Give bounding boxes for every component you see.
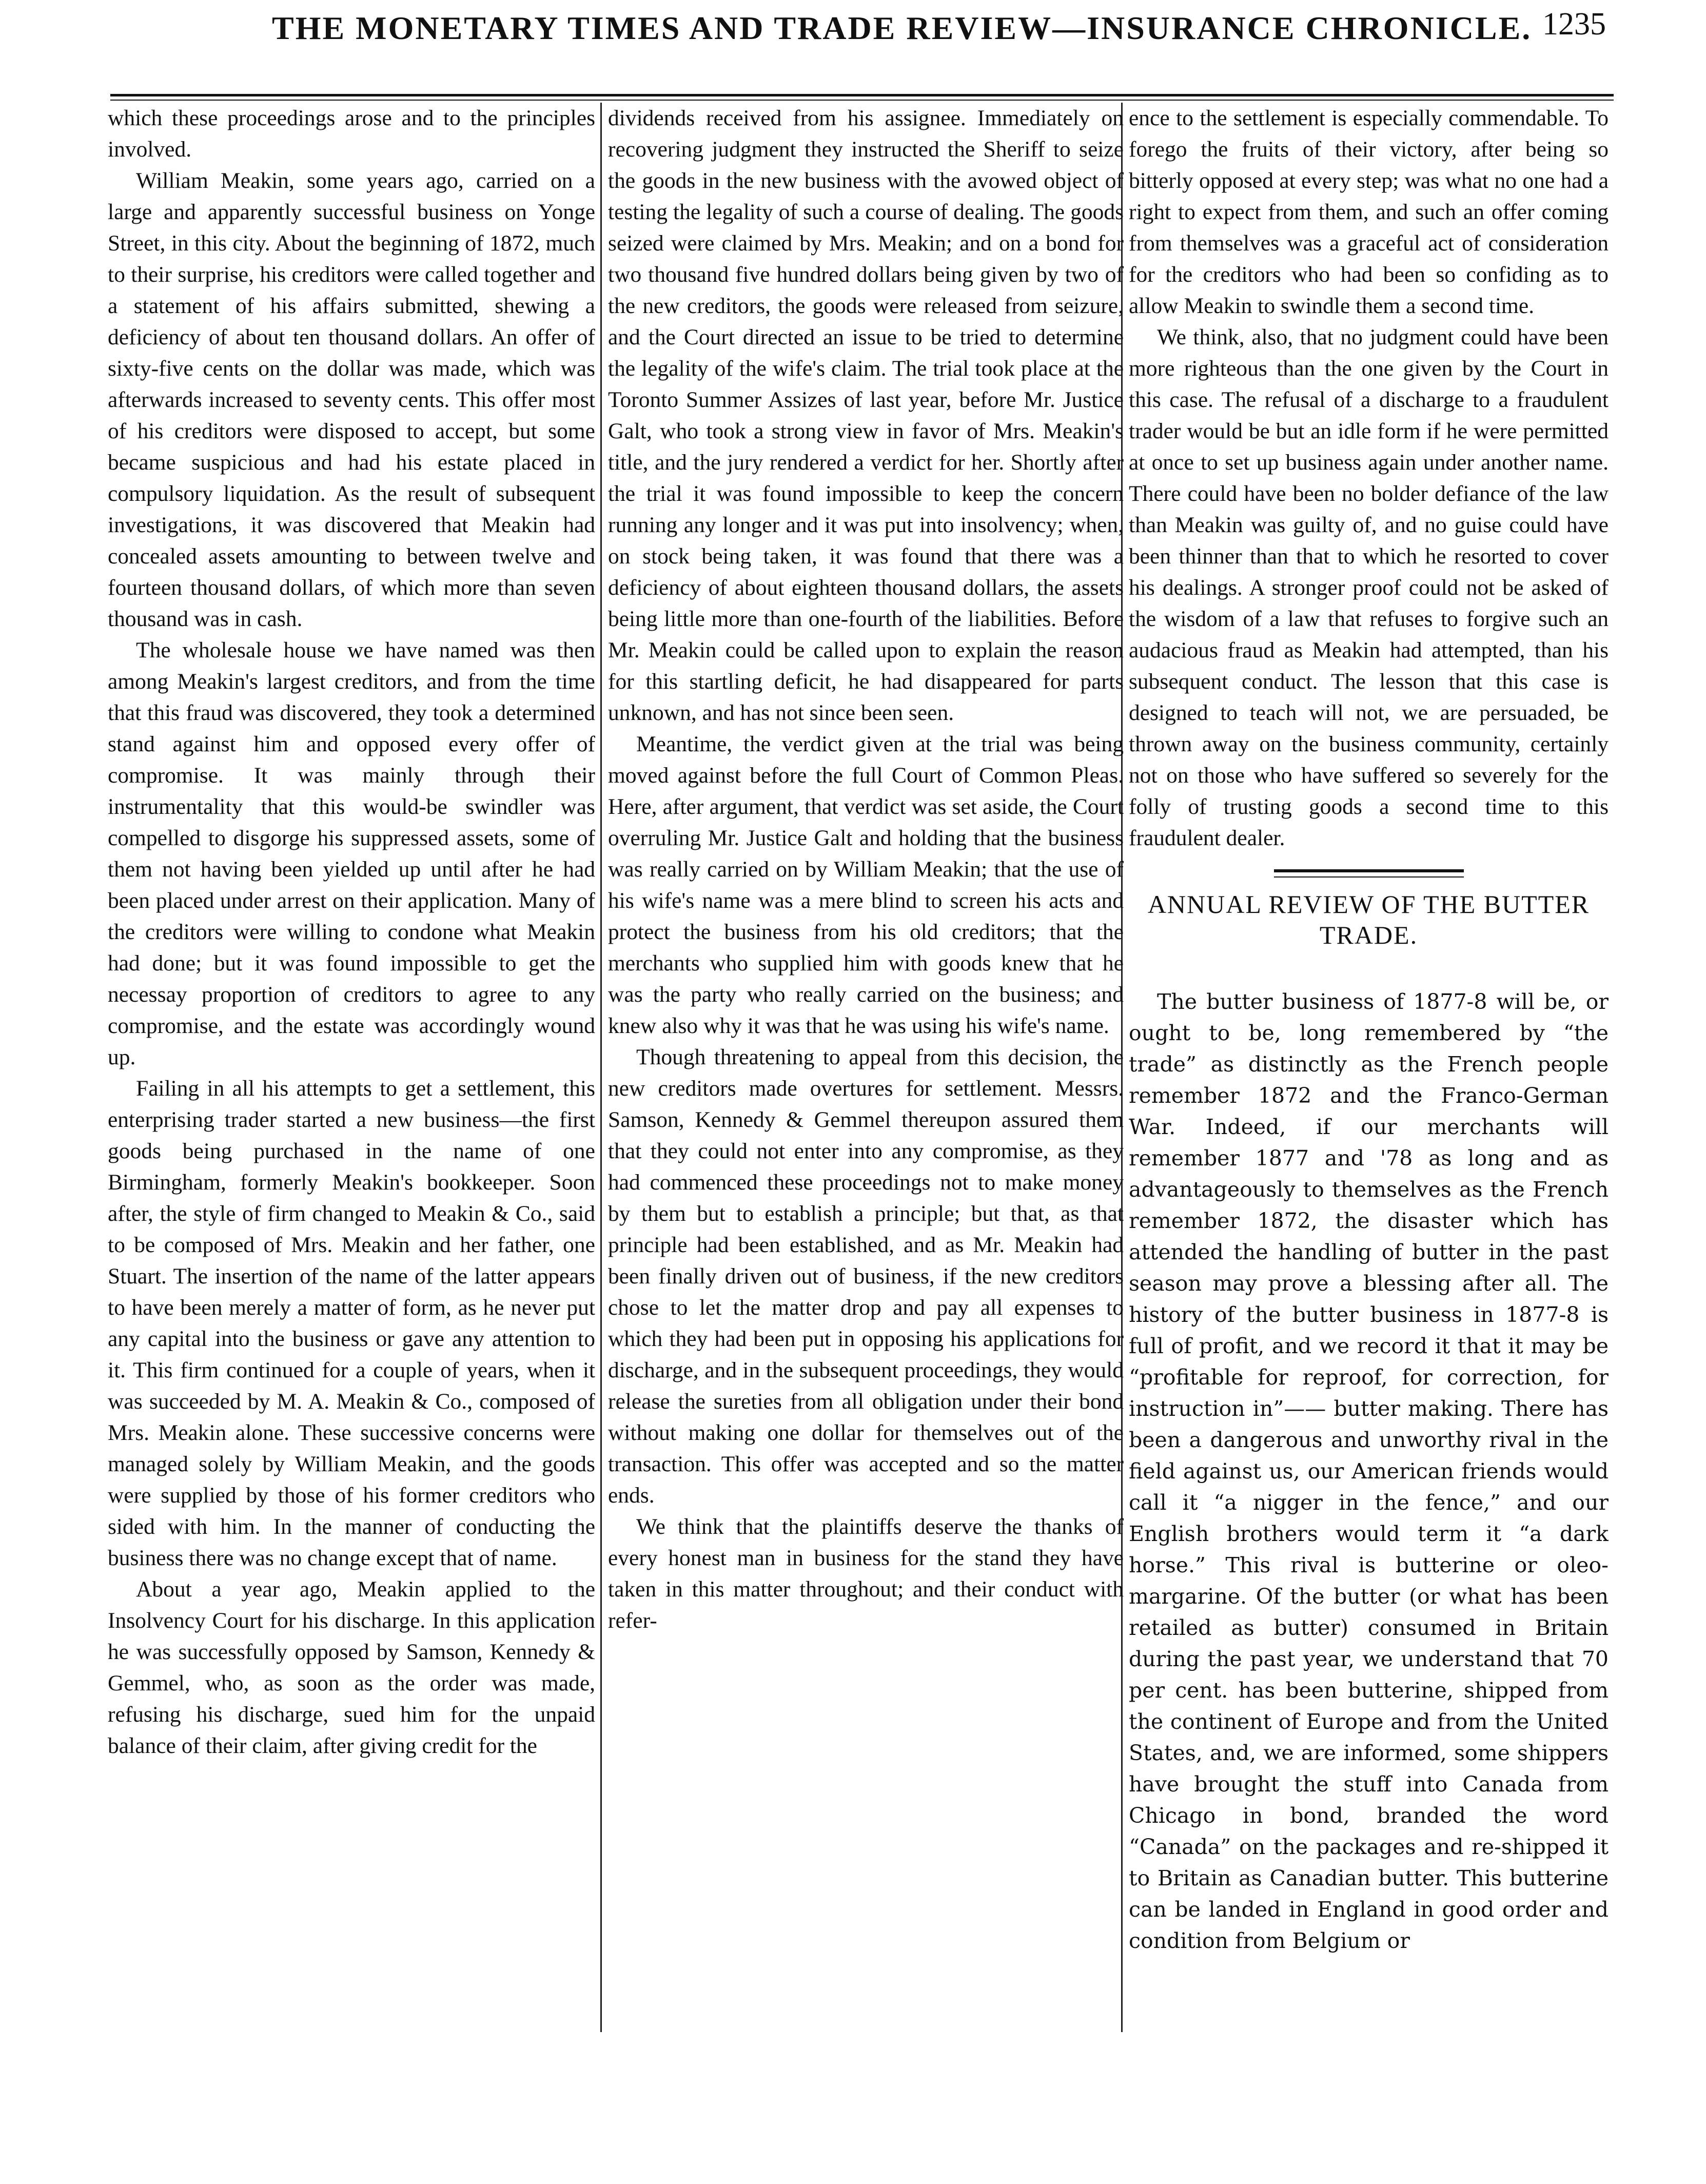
paragraph: which these proceedings arose and to the principles involved. [108, 106, 595, 162]
column-divider [600, 103, 602, 2032]
section-heading: ANNUAL REVIEW OF THE BUTTER TRADE. [1147, 890, 1590, 949]
paragraph: About a year ago, Meakin applied to the Insolvency Court for his discharge. In this application he was successfully opposed by Samson, Kennedy & Gemmel, who, as soon as the order was made, refusing his discharge, sued him for the unpaid balance of their claim, after giving credit for the [108, 1577, 595, 1758]
header-rule-thin [110, 100, 1614, 101]
paragraph: Failing in all his attempts to get a settlement, this enterprising trader started a new business—the first goods being purchased in the name of one Birmingham, formerly Meakin's bookkeeper. Soon after, the style of firm changed to Meakin & Co., said to be composed of Mrs. Meakin and her father, one Stuart. The insertion of the name of the latter appears to have been merely a matter of form, as he never put any capital into the business or gave any attention to it. This firm continued for a couple of years, when it was succeeded by M. A. Meakin & Co., composed of Mrs. Meakin alone. These successive concerns were managed solely by William Meakin, and the goods were supplied by those of his former creditors who sided with him. In the manner of conducting the business there was no change except that of name. [108, 1076, 595, 1570]
page-number: 1235 [1542, 7, 1606, 42]
article-column-1 [108, 103, 595, 2042]
paragraph: Though threatening to appeal from this decision, the new creditors made overtures for settlement. Messrs. Samson, Kennedy & Gemmel thereupon assured them that they could not enter into any compromise, as they had commenced these proceedings not to make money by them but to establish a principle; but that, as that principle had been established, and as Mr. Meakin had been finally driven out of business, if the new creditors chose to let the matter drop and pay all expenses to which they had been put in opposing his applications for discharge, and in the subsequent proceedings, they would release the sureties from all obligation under their bond without making one dollar for themselves out of the transaction. This offer was accepted and so the matter ends. [608, 1045, 1124, 1508]
article-column-2 [608, 103, 1124, 2042]
paragraph: We think, also, that no judgment could have been more righteous than the one given by the Court in this case. The refusal of a discharge to a fraudulent trader would be but an idle form if he were permitted at once to set up business again under another name. There could have been no bolder defiance of the law than Meakin was guilty of, and no guise could have been thinner than that to which he resorted to cover his dealings. A stronger proof could not be asked of the wisdom of a law that refuses to forgive such an audacious fraud as Meakin had attempted, than his subsequent conduct. The lesson that this case is designed to teach will not, we are persuaded, be thrown away on the business community, certainly not on those who have suffered so severely for the folly of trusting goods a second time to this fraudulent dealer. [1129, 325, 1609, 850]
paragraph: William Meakin, some years ago, carried on a large and apparently successful business on Yonge Street, in this city. About the beginning of 1872, much to their surprise, his creditors were called together and a statement of his affairs submitted, shewing a deficiency of about ten thousand dollars. An offer of sixty-five cents on the dollar was made, which was afterwards increased to seventy cents. This offer most of his creditors were disposed to accept, but some became suspicious and had his estate placed in compulsory liquidation. As the result of subsequent investigations, it was discovered that Meakin had concealed assets amounting to between twelve and fourteen thousand dollars, of which more than seven thousand was in cash. [108, 168, 595, 631]
paragraph: Meantime, the verdict given at the trial was being moved against before the full Court of Common Pleas. Here, after argument, that verdict was set aside, the Court overruling Mr. Justice Galt and holding that the business was really carried on by William Meakin; that the use of his wife's name was a mere blind to screen his acts and protect the business from his old creditors; that the merchants who supplied him with goods knew that he was the party who really carried on the business; and knew also why it was that he was using his wife's name. [608, 732, 1124, 1038]
article-column-3 [1129, 103, 1609, 2042]
paragraph: dividends received from his assignee. Immediately on recovering judgment they instructed the Sheriff to seize the goods in the new business with the avowed object of testing the legality of such a course of dealing. The goods seized were claimed by Mrs. Meakin; and on a bond for two thousand five hundred dollars being given by two of the new creditors, the goods were released from seizure, and the Court directed an issue to be tried to determine the legality of the wife's claim. The trial took place at the Toronto Summer Assizes of last year, before Mr. Justice Galt, who took a strong view in favor of Mrs. Meakin's title, and the jury rendered a verdict for her. Shortly after the trial it was found impossible to keep the concern running any longer and it was put into insolvency; when, on stock being taken, it was found that there was a deficiency of about eighteen thousand dollars, the assets being little more than one-fourth of the liabilities. Before Mr. Meakin could be called upon to explain the reason for this startling deficit, he had disappeared for parts unknown, and has not since been seen. [608, 106, 1124, 725]
publication-title: THE MONETARY TIMES AND TRADE REVIEW—INSURANCE CHRONICLE. [272, 10, 1532, 46]
section-divider-thin [1274, 876, 1464, 878]
header-rule [110, 94, 1614, 96]
paragraph: The butter business of 1877-8 will be, or ought to be, long remembered by “the trade” as distinctly as the French people remember 1872 and the Franco-German War. Indeed, if our merchants will remember 1877 and '78 as long and as advantageously to themselves as the French remember 1872, the disaster which has attended the handling of butter in the past season may prove a blessing after all. The history of the butter business in 1877-8 is full of profit, and we record it that it may be “profitable for reproof, for correction, for instruction in”—— butter making. There has been a dangerous and unworthy rival in the field against us, our American friends would call it “a nigger in the fence,” and our English brothers would term it “a dark horse.” This rival is butterine or oleo-margarine. Of the butter (or what has been retailed as butter) consumed in Britain during the past year, we understand that 70 per cent. has been butterine, shipped from the continent of Europe and from the United States, and, we are informed, some shippers have brought the stuff into Canada from Chicago in bond, branded the word “Canada” on the packages and re-shipped it to Britain as Canadian butter. This butterine can be landed in England in good order and condition from Belgium or [1129, 989, 1609, 1953]
paragraph: We think that the plaintiffs deserve the thanks of every honest man in business for the stand they have taken in this matter throughout; and their conduct with refer- [608, 1514, 1124, 1633]
paragraph: The wholesale house we have named was then among Meakin's largest creditors, and from the time that this fraud was discovered, they took a determined stand against him and opposed every offer of compromise. It was mainly through their instrumentality that this would-be swindler was compelled to disgorge his suppressed assets, some of them not having been yielded up until after he had been placed under arrest on their application. Many of the creditors were willing to condone what Meakin had done; but it was found impossible to get the necessay proportion of creditors to agree to any compromise, and the estate was accordingly wound up. [108, 638, 595, 1069]
paragraph: ence to the settlement is especially commendable. To forego the fruits of their victory, after being so bitterly opposed at every step; was what no one had a right to expect from them, and such an offer coming from themselves was a graceful act of consideration for the creditors who had been so confiding as to allow Meakin to swindle them a second time. [1129, 106, 1609, 318]
page-header [118, 4, 1606, 66]
section-divider [1274, 869, 1464, 872]
